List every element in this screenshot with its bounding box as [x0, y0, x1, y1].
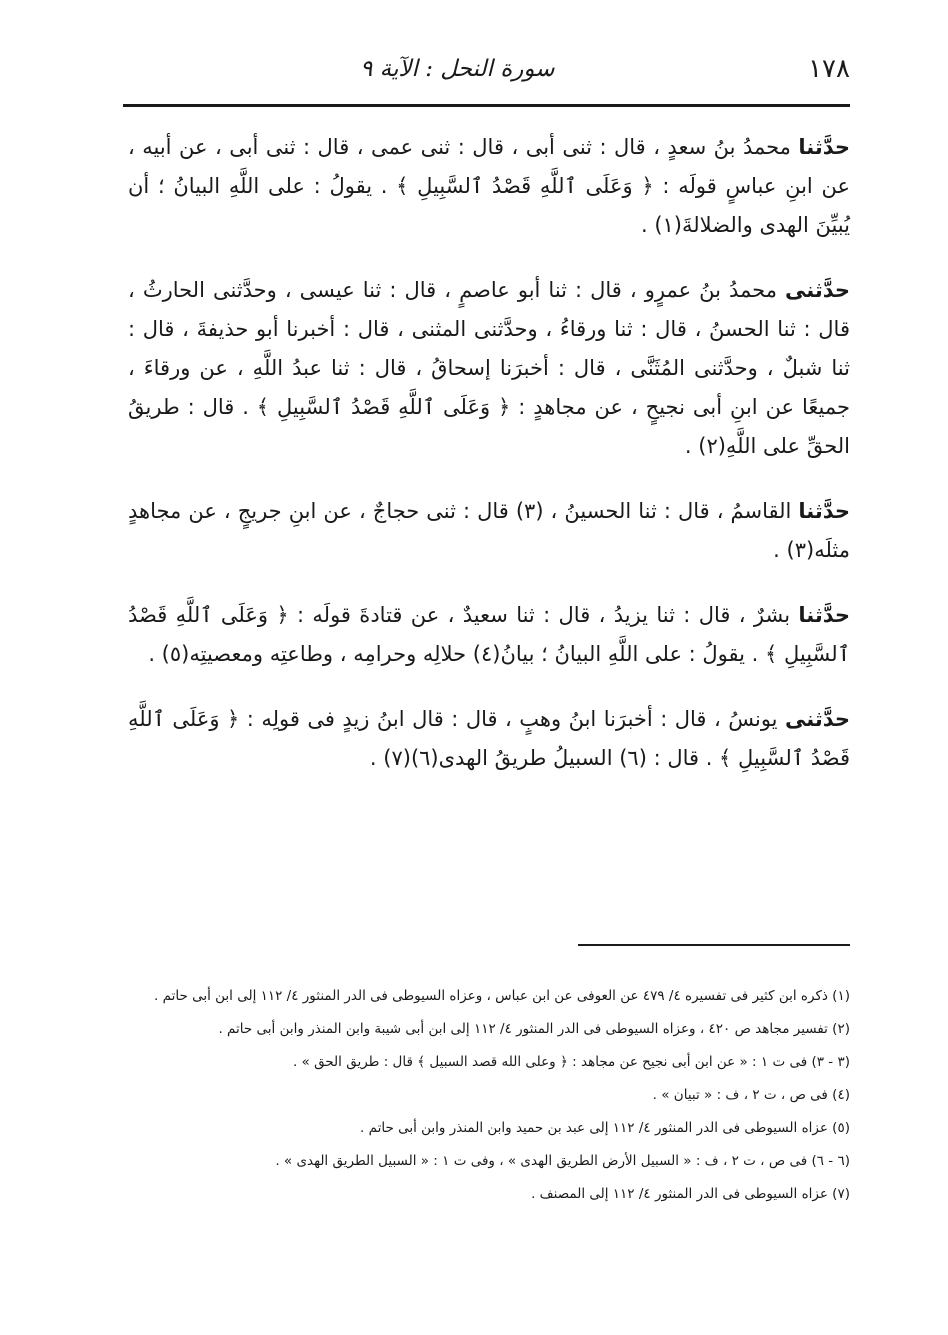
paragraph-text: القاسمُ ، قال : ثنا الحسينُ ، (٣) قال : ثنى حجاجٌ ، عن ابنِ جريجٍ ، عن مجاهدٍ مثلَه(٣) . — [128, 499, 850, 562]
running-title: سورة النحل : الآية ٩ — [360, 56, 555, 82]
paragraph — [128, 271, 850, 466]
footnote: (٢) تفسير مجاهد ص ٤٢٠ ، وعزاه السيوطى فى الدر المنثور ٤/ ١١٢ إلى ابن أبى شيبة وابن المنذر وابن أبى حاتم . — [218, 1021, 850, 1037]
paragraph — [128, 492, 850, 570]
footnote: (٤) فى ص ، ت ٢ ، ف : « تبيان » . — [652, 1087, 850, 1103]
footnote: (٧) عزاه السيوطى فى الدر المنثور ٤/ ١١٢ إلى المصنف . — [531, 1186, 850, 1202]
narration-opener: حدَّثنا — [798, 499, 850, 523]
paragraph — [128, 700, 850, 778]
footnote: (٦ - ٦) فى ص ، ت ٢ ، ف : « السبيل الأرض الطريق الهدى » ، وفى ت ١ : « السبيل الطريق الهدى » . — [275, 1153, 850, 1169]
footnote: (١) ذكره ابن كثير فى تفسيره ٤/ ٤٧٩ عن العوفى عن ابن عباس ، وعزاه السيوطى فى الدر المنثور ٤/ ١١٢ إلى ابن أبى حاتم . — [154, 988, 850, 1004]
paragraph-text: محمدُ بنُ عمرٍو ، قال : ثنا أبو عاصمٍ ، قال : ثنا عيسى ، وحدَّثنى الحارثُ ، قال : ثنا الحسنُ ، قال : ثنا ورقاءُ ، وحدَّثنى المثنى ، قال : أخبرنا أبو حذيفةَ ، قال : ثنا شبلٌ ، وحدَّثنى المُثَنَّى ، قال : أخبرَنا إسحاقُ ، قال : ثنا عبدُ اللَّهِ ، عن ورقاءَ ، جميعًا عن ابنِ أبى نجيحٍ ، عن مجاهدٍ : ﴿ وَعَلَى ٱللَّهِ قَصْدُ ٱلسَّبِيلِ ﴾ . قال : طريقُ الحقِّ على اللَّهِ(٢) . — [128, 278, 850, 458]
narration-opener: حدَّثنى — [785, 278, 850, 302]
footnotes — [128, 980, 850, 1211]
page-header — [110, 50, 850, 100]
narration-opener: حدَّثنا — [798, 603, 850, 627]
paragraph-text: يونسُ ، قال : أخبرَنا ابنُ وهبٍ ، قال : قال ابنُ زيدٍ فى قولِه : ﴿ وَعَلَى ٱللَّهِ قَصْدُ ٱلسَّبِيلِ ﴾ . قال : (٦) السبيلُ طريقُ الهدى(٦)(٧) . — [128, 707, 850, 770]
footnote: (٥) عزاه السيوطى فى الدر المنثور ٤/ ١١٢ إلى عبد بن حميد وابن المنذر وابن أبى حاتم . — [360, 1120, 850, 1136]
footnote: (٣ - ٣) فى ت ١ : « عن ابن أبى نجيح عن مجاهد : ﴿ وعلى الله قصد السبيل ﴾ قال : طريق الحق » . — [292, 1054, 850, 1070]
paragraph-text: بشرٌ ، قال : ثنا يزيدُ ، قال : ثنا سعيدٌ ، عن قتادةَ قولَه : ﴿ وَعَلَى ٱللَّهِ قَصْدُ ٱلسَّبِيلِ ﴾ . يقولُ : على اللَّهِ البيانُ ؛ بيانُ(٤) حلالِه وحرامِه ، وطاعتِه ومعصيتِه(٥) . — [128, 603, 850, 666]
narration-opener: حدَّثنى — [785, 707, 850, 731]
paragraph — [128, 596, 850, 674]
footnote-rule — [578, 944, 850, 946]
page-number: ١٧٨ — [808, 54, 850, 84]
paragraph — [128, 128, 850, 245]
narration-opener: حدَّثنا — [798, 135, 850, 159]
header-rule — [123, 104, 850, 107]
paragraph-text: محمدُ بنُ سعدٍ ، قال : ثنى أبى ، قال : ثنى عمى ، قال : ثنى أبى ، عن أبيه ، عن ابنِ عباسٍ قولَه : ﴿ وَعَلَى ٱللَّهِ قَصْدُ ٱلسَّبِيلِ ﴾ . يقولُ : على اللَّهِ البيانُ ؛ أن يُبيِّنَ الهدى والضلالةَ(١) . — [128, 135, 850, 237]
main-text — [128, 128, 850, 804]
